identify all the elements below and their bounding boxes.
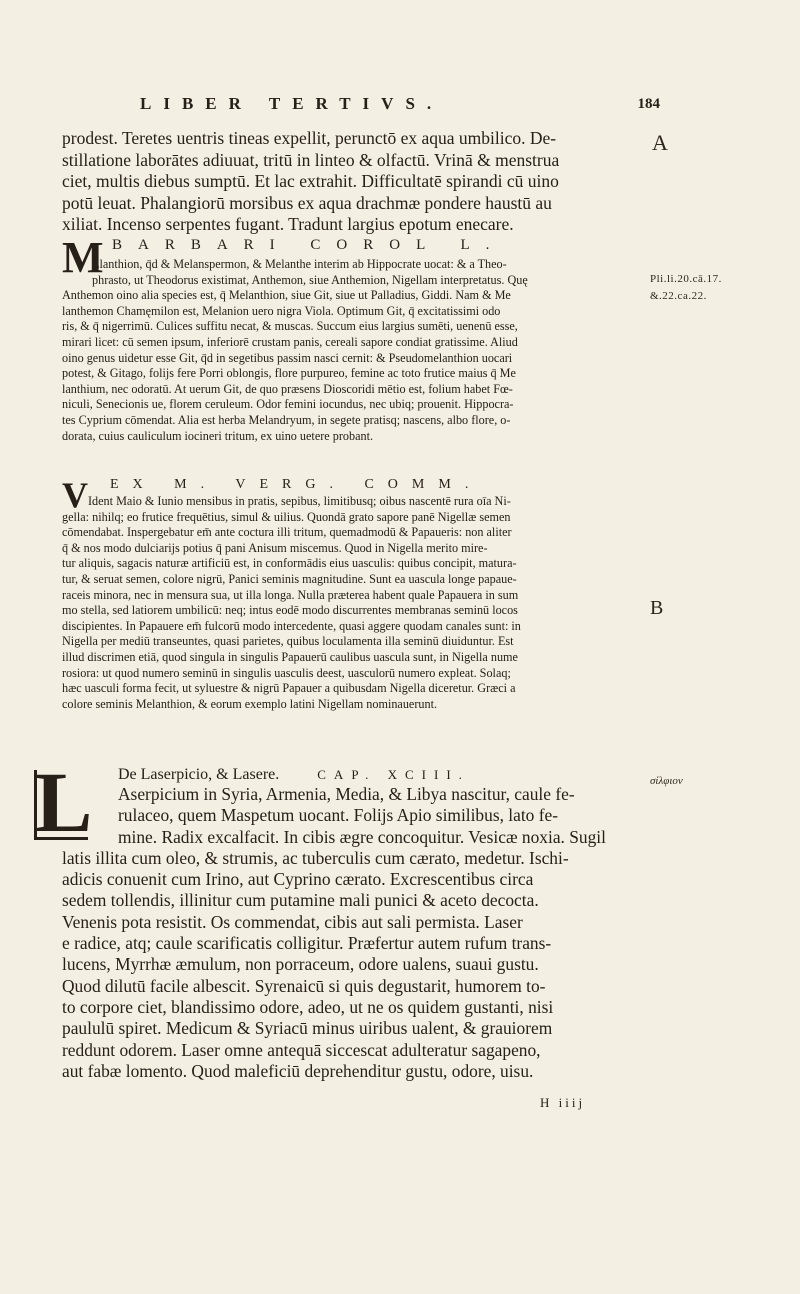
text-line: illud discrimen etiā, quod singula in singulis Papauerū caulibus uascula sunt, in Nigella nume [62,649,518,664]
text-line: Aserpicium in Syria, Armenia, Media, & Libya nascitur, caule fe- [118,784,575,804]
margin-greek-term: σίλφιον [650,775,683,787]
barbari-commentary [62,257,640,444]
text-line: lanthemon Chamęmilon est, Melanion uero nigra Viola. Optimum Git, q̄ excitatissimi odo [62,303,501,318]
text-line: latis illita cum oleo, & strumis, ac tuberculis cum cærato, medetur. Ischi- [62,847,569,868]
text-line: potest, & Gitago, folijs fere Porri oblongis, flore purpureo, femine ac toto frutice maius q̄ Me [62,366,516,381]
margin-letter-a: A [652,130,668,155]
text-line: Quod dilutū facile albescit. Syrenaicū si quis degustarit, humorem to- [62,975,546,996]
text-line: gella: nihilq; eo frutice frequētius, simul & uilius. Quondā grato sapore panē Nigellæ semen [62,509,511,524]
text-line: hæc uasculi forma fecit, ut syluestre & nigrū Papauer a quibusdam Nigella diceretur. Græci a [62,681,516,696]
chapter-number: CAP. XCIII. [317,767,470,782]
chapter-text [62,784,640,1082]
text-line: tur, & seruat semen, colore nigrū, Panici seminis magnitudine. Sunt ea uascula longe papaue- [62,571,517,586]
dropcap-l: L [35,754,93,850]
text-line: Elanthion, q̄d & Melanspermon, & Melanthe interim ab Hippocrate uocat: & a Theo- [92,257,507,271]
text-line: cōmendabat. Inspergebatur em̄ ante coctura illi tritum, quemadmodū & Papaueris: non aliter [62,525,512,540]
text-line: mirari licet: cū semen ipsum, inferiorē crustam panis, cereali sapore condiat gratissime. Aliud [62,334,518,349]
text-line: reddunt odorem. Laser omne antequā siccescat adulteratur sagapeno, [62,1039,541,1060]
signature-mark: H iiij [540,1095,586,1110]
chapter-heading [118,766,638,784]
text-line: aut fabæ lomento. Quod maleficiū deprehenditur gustu, odore, uisu. [62,1060,534,1081]
text-line: to corpore ciet, blandissimo odore, adeo, ut ne os quidem gustanti, nisi [62,996,554,1017]
text-line: oino genus uidetur esse Git, q̄d in segetibus passim nasci cernit: & Pseudomelanthion uocari [62,350,513,365]
chapter-title: De Laserpicio, & Lasere. [118,766,280,783]
text-line: sedem tollendis, illinitur cum putamine mali punici & aceto decocta. [62,890,539,911]
text-line: phrasto, ut Theodorus existimat, Anthemon, siue Anthemion, Nigellam interpretatus. Quę [92,272,528,287]
text-line: stillatione laborātes adiuuat, tritū in linteo & olfactū. Vrinā & menstrua [62,149,560,170]
text-line: e radice, atq; caule scarificatis colligitur. Præfertur autem rufum trans- [62,933,552,954]
text-line: rulaceo, quem Maspetum uocant. Folijs Apio similibus, lato fe- [118,805,559,826]
text-line: lucens, Myrrhæ æmulum, non porraceum, odore ualens, suaui gustu. [62,954,539,975]
text-line: colore seminis Melanthion, & eorum exemplo latini Nigellam nominauerunt. [62,696,438,711]
text-line: mine. Radix excalfacit. In cibis ægre concoquitur. Vesicæ noxia. Sugil [118,826,606,847]
text-line: raceis minora, nec in mensura sua, ut illa longa. Nulla præterea habent quale Papauera in sum [62,587,519,602]
text-line: Ident Maio & Iunio mensibus in pratis, sepibus, limitibusq; oibus nascentē rura oīa Ni- [88,494,511,508]
text-line: ris, & q̄ nigerrimū. Culices suffitu necat, & muscas. Succum eius largius sumēti, uenenū esse, [62,319,518,334]
text-line: rosiora: ut quod numero seminū in singulis uasculis deest, uasculorū numero expleat. Solaq; [62,665,511,680]
text-line: xiliat. Incenso serpentes fugant. Tradunt largius epotum enecare. [62,214,514,235]
text-line: ciet, multis diebus sumptū. Et lac extrahit. Difficultatē spirandi cū uino [62,171,559,192]
running-head [140,94,660,114]
dropcap-v: V [62,475,88,515]
text-line: Venenis pota resistit. Os commendat, cibis aut sali permista. Laser [62,911,523,932]
barbari-heading: BARBARI COROL L. [112,237,506,253]
text-line: tes Cyprium cōmendat. Alia est herba Melandryum, in segete pratisq; nascens, albo flore, o- [62,412,511,427]
text-line: mo stella, sed latiorem umbilicū: neq; intus eodē modo discurrentes membranas seminū locos [62,603,518,618]
text-line: Anthemon oino alia species est, q̄ Melanthion, siue Git, siue ut Palladius, Giddi. Nam & Me [62,288,511,303]
margin-reference-1: Pli.li.20.cā.17. [650,273,722,285]
text-line: Nigella per mediū transeuntes, quasi parietes, quibus loculamenta illa seminū diuiduntur. Est [62,634,514,649]
running-head-title: LIBER TERTIVS. [140,94,444,113]
margin-letter-b: B [650,597,664,619]
dropcap-m: M [62,233,104,282]
text-line: tur aliquis, sagacis naturæ artificiū est, in conformādis eius uasculis: quibus concipit, matura- [62,556,517,571]
vergil-commentary-heading: EX M. VERG. COMM. [110,477,483,492]
text-line: discipientes. In Papauere em̄ fulcorū modo intercedente, quasi aggere quodam canales sunt: in [62,618,521,633]
text-line: dorata, cuius cauliculum iocineri tritum, ex uino uetere probant. [62,428,374,443]
text-line: prodest. Teretes uentris tineas expellit, perunctō ex aqua umbilico. De- [62,128,557,148]
text-line: adicis conuenit cum Irino, aut Cyprino cærato. Excrescentibus circa [62,869,534,890]
text-line: niculi, Senecionis ue, florem ceruleum. Odor femini iocundus, nec ubiq; prouenit. Hippocra- [62,397,514,412]
text-line: lanthium, nec odoratū. At uerum Git, de quo præsens Dioscoridi mētio est, folium habet Fœ- [62,381,513,396]
text-line: q̄ & nos modo dulciarijs potius q̄ pani Anisum miscemus. Quod in Nigella merito mire- [62,540,488,555]
text-line: potū leuat. Phalangiorū morsibus ex aqua drachmæ pondere haustū au [62,192,552,213]
text-line: paululū spiret. Medicum & Syriacū minus uiribus ualent, & grauiorem [62,1018,553,1039]
opening-paragraph [62,128,640,236]
folio-number: 184 [637,96,660,112]
vergil-commentary [62,494,640,712]
margin-reference-2: &.22.ca.22. [650,290,707,302]
